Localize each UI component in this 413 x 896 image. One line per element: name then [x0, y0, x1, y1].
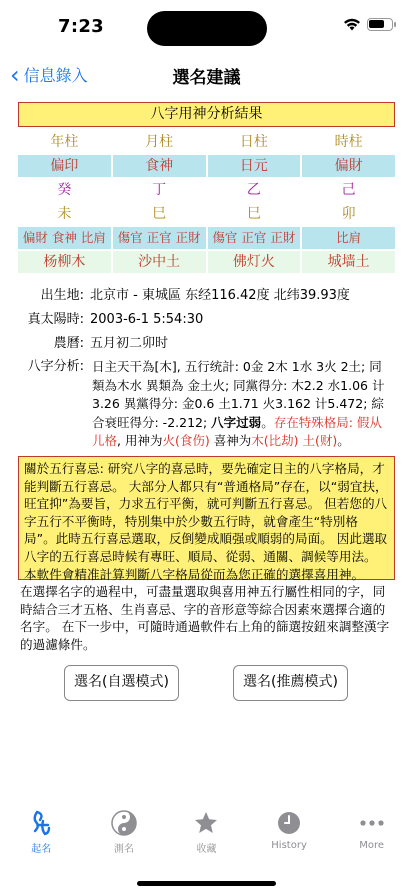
navigation-bar [0, 55, 413, 95]
tab-test-name[interactable] [83, 808, 166, 868]
nayin-cell: 沙中土 [113, 251, 206, 273]
solar-time-label: 真太陽時: [27, 312, 84, 327]
analysis-strength: 八字过弱 [211, 414, 262, 430]
god-cell: 偏財 [302, 155, 395, 177]
branch-cell: 巳 [152, 206, 167, 222]
heavenly-stem-row [18, 179, 395, 201]
birthplace-value: 北京市 - 東城區 东经116.42度 北纬39.93度 [90, 288, 350, 303]
clock-icon [276, 808, 302, 838]
analysis-text-part: 喜神为 [209, 433, 252, 448]
recommend-button[interactable]: 選名(推薦模式) [233, 665, 348, 701]
god-cell: 日元 [208, 155, 301, 177]
pillar-month: 月柱 [145, 134, 174, 150]
naming-guidance-text: 在選擇名字的過程中，可盡量選取與喜用神五行屬性相同的字，同時結合三才五格、生肖喜忌、字的音形意等綜合因素來選擇合適的名字。 在下一步中，可隨時通過軟件右上角的篩選按鈕來調整漢字的過濾條件。 [20, 584, 390, 652]
pillar-day: 日柱 [239, 134, 268, 150]
tab-label: History [271, 840, 307, 851]
self-select-button[interactable]: 選名(自選模式) [64, 665, 179, 701]
tab-more[interactable] [330, 808, 413, 868]
analysis-text-part: , 用神为 [117, 433, 163, 448]
star-icon [193, 808, 219, 838]
nayin-cell: 佛灯火 [208, 251, 301, 273]
lunar-line [20, 334, 168, 354]
lunar-label: 農曆: [53, 336, 84, 351]
pillar-row [18, 131, 395, 153]
branch-cell: 未 [57, 206, 72, 222]
ten-gods-row [18, 155, 395, 177]
status-time: 7:23 [58, 16, 104, 37]
bazi-result-title: 八字用神分析結果 [18, 102, 395, 127]
tab-history[interactable] [248, 808, 331, 868]
yinyang-icon [110, 808, 138, 838]
solar-time-value: 2003-6-1 5:54:30 [90, 312, 204, 327]
pillar-hour: 時柱 [334, 134, 363, 150]
chevron-left-icon: ‹ [10, 60, 20, 89]
battery-icon [367, 18, 393, 31]
analysis-favorable-god: 木(比劫) 土(财) [251, 433, 338, 448]
analysis-stats: 日主天干為[木], 五行统計: 0金 2木 1水 3火 2土; 同類為木水 異類為 金土火; 同黨得分: 木2.2 水1.06 计3.26 異黨得分: 金0.6 土1.71 火3.162 计5.472; 綜合衰旺得分: -2.212; [92, 359, 385, 430]
stem-cell: 丁 [152, 182, 167, 198]
god-cell: 食神 [113, 155, 206, 177]
hidden-cell: 傷官 正官 正財 [113, 227, 206, 249]
name-icon [30, 808, 52, 838]
status-bar [0, 0, 413, 50]
stem-cell: 乙 [246, 182, 261, 198]
tab-label: 測名 [113, 844, 134, 855]
birthplace-line [20, 286, 350, 306]
tab-favorites[interactable] [165, 808, 248, 868]
analysis-punct: 。 [337, 433, 350, 448]
stem-cell: 己 [341, 182, 356, 198]
nayin-cell: 城墙土 [302, 251, 395, 273]
wifi-icon [343, 18, 361, 31]
analysis-text [92, 358, 392, 451]
bazi-grid [18, 131, 395, 275]
analysis-label: 八字分析: [27, 359, 84, 374]
hidden-cell: 偏財 食神 比肩 [18, 227, 111, 249]
home-indicator[interactable] [137, 881, 276, 886]
nayin-row [18, 251, 395, 273]
five-elements-notice: 關於五行喜忌: 研究八字的喜忌時，要先確定日主的八字格局，才能判斷五行喜忌。 大部分人都只有“普通格局”存在，以“弱宜扶，旺宜抑”為要旨，力求五行平衡，就可判斷五行喜忌。 但若您的八字五行不平衡時，特別集中於少數五行時，就會產生“特別格局”。此時五行喜忌選取，反倒變成順强或順弱的局面。 因此選取八字的五行喜忌時候有專旺、順局、從弱、通關、調候等用法。本軟件會精准計算判斷八字格局從而為您正確的選擇喜用神。 [18, 456, 395, 580]
tab-label: More [359, 840, 385, 851]
branch-cell: 巳 [246, 206, 261, 222]
branch-cell: 卯 [341, 206, 356, 222]
lunar-value: 五月初二卯时 [90, 336, 169, 351]
tab-label: 起名 [31, 844, 52, 855]
hidden-cell: 比肩 [302, 227, 395, 249]
back-label: 信息錄入 [23, 66, 88, 85]
tab-naming[interactable] [0, 808, 83, 868]
god-cell: 偏印 [18, 155, 111, 177]
birthplace-label: 出生地: [40, 288, 84, 303]
page-title: 選名建議 [172, 68, 241, 88]
hidden-stems-row [18, 227, 395, 249]
dynamic-island [147, 11, 267, 46]
status-icons [343, 18, 393, 31]
nayin-cell: 杨柳木 [18, 251, 111, 273]
analysis-punct: 。 [261, 414, 274, 430]
analysis-special-pattern: 存在特殊格局: 假从儿格 [92, 414, 382, 448]
earthly-branch-row [18, 203, 395, 225]
tab-label: 收藏 [196, 844, 217, 855]
more-icon [359, 808, 385, 838]
analysis-useful-god: 火(食伤) [162, 433, 210, 448]
tab-bar [0, 808, 413, 868]
hidden-cell: 傷官 正官 正財 [208, 227, 301, 249]
solar-time-line [20, 310, 203, 330]
pillar-year: 年柱 [50, 134, 79, 150]
stem-cell: 癸 [57, 182, 72, 198]
